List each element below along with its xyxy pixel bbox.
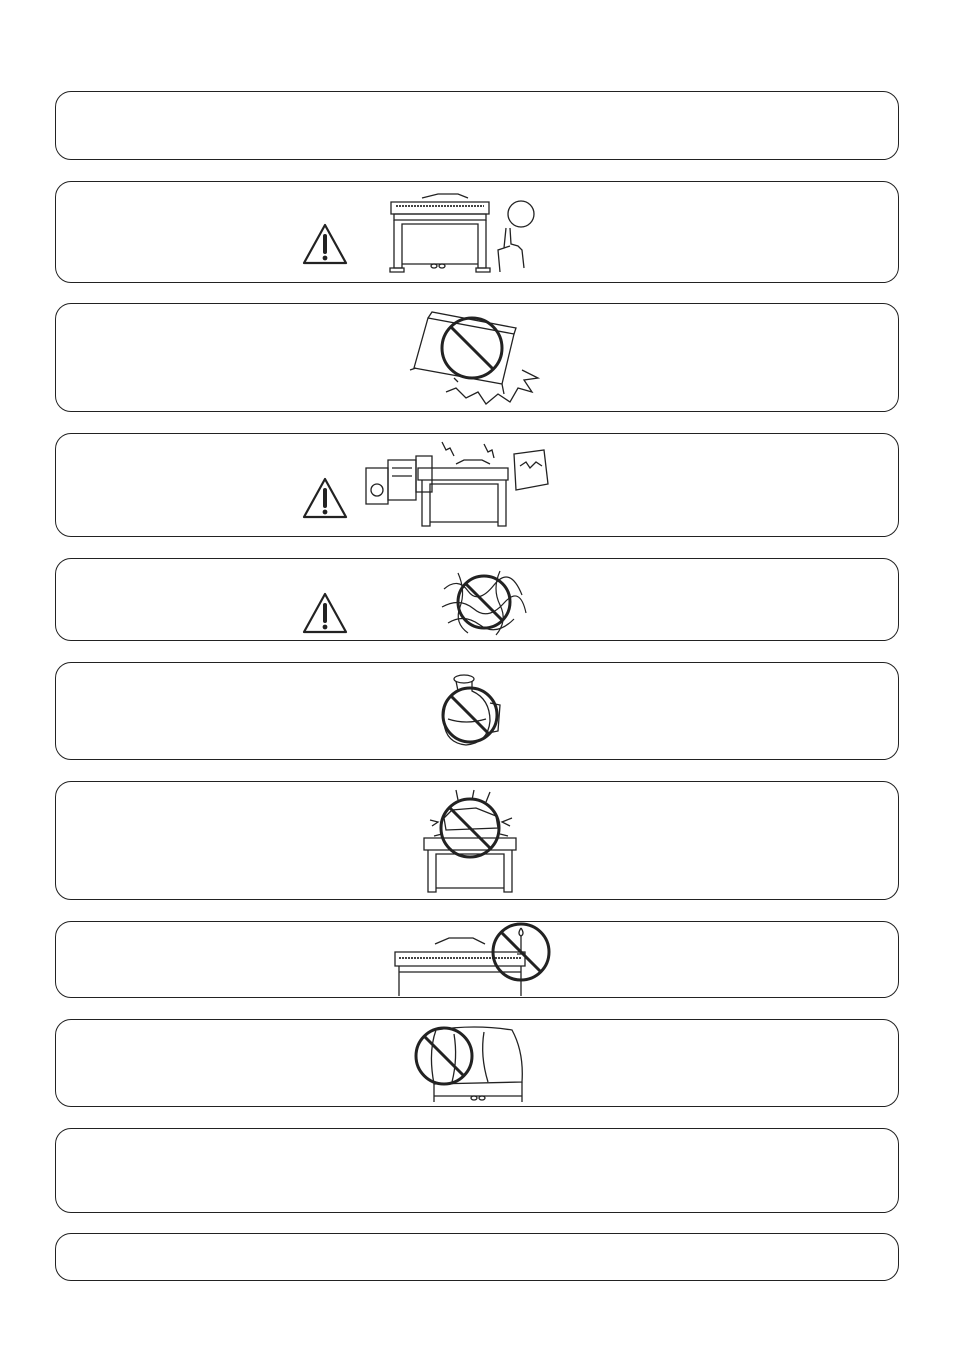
safety-panel-9: [55, 1019, 899, 1107]
safety-panel-7: [55, 781, 899, 900]
warning-triangle-icon: [301, 591, 349, 635]
prohibition-icon: [458, 576, 510, 628]
piano-with-power-button-illustration: [386, 188, 546, 280]
warning-triangle-icon: [301, 476, 349, 520]
warning-triangle-icon: [301, 222, 349, 266]
hot-object-on-piano-illustration: [416, 788, 526, 898]
safety-panel-11: [55, 1233, 899, 1281]
safety-panel-5: [55, 558, 899, 641]
safety-panel-3: [55, 303, 899, 412]
prohibition-icon: [442, 318, 502, 378]
tilted-piano-falling-illustration: [406, 308, 556, 410]
vase-of-water-illustration: [434, 669, 514, 755]
safety-panel-1: [55, 91, 899, 160]
tangled-cables-illustration: [438, 567, 528, 637]
prohibition-icon: [443, 688, 497, 742]
piano-covered-with-cloth-illustration: [414, 1022, 530, 1108]
prohibition-icon: [416, 1028, 472, 1084]
piano-between-stereo-and-tv-illustration: [364, 438, 554, 534]
candle-on-piano-illustration: [389, 922, 555, 998]
safety-panel-4: [55, 433, 899, 537]
safety-panel-2: [55, 181, 899, 283]
safety-panel-6: [55, 662, 899, 760]
safety-panel-8: [55, 921, 899, 998]
safety-panel-10: [55, 1128, 899, 1213]
